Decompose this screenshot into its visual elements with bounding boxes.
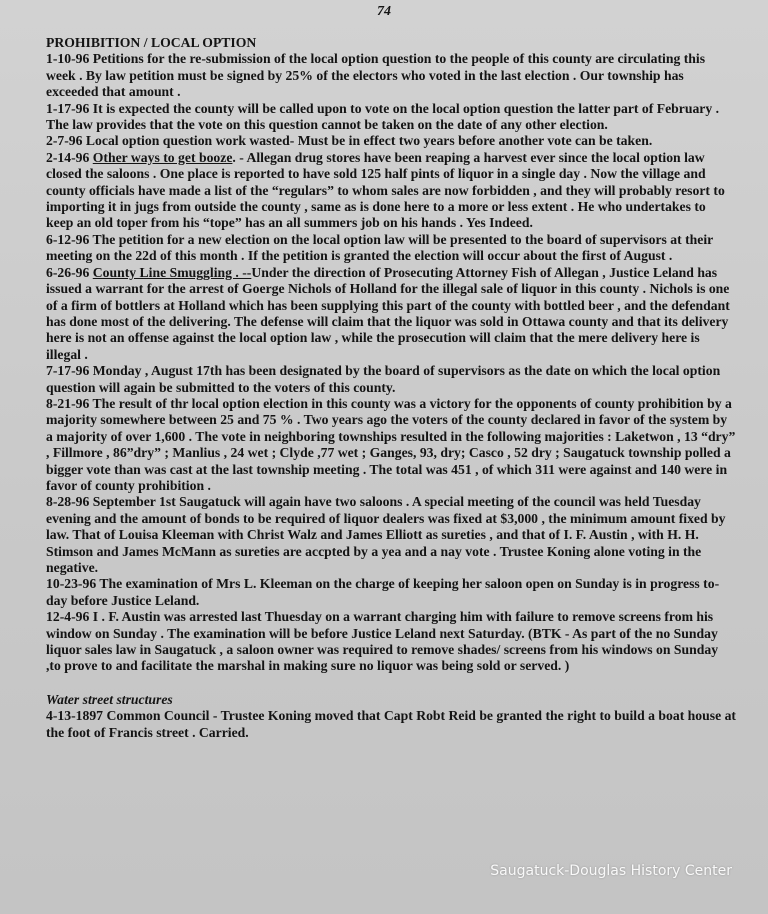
entry-4-13-1897: 4-13-1897 Common Council - Trustee Koning moved that Capt Robt Reid be granted the right to build a boat house at the foot of Francis street . Carried.: [46, 708, 736, 740]
entry-2-14-96: [46, 150, 736, 232]
page-number: 74: [377, 4, 391, 19]
entry-1-10-96: 1-10-96 Petitions for the re-submission of the local option question to the people of this county are circulating this week . By law petition must be signed by 25% of the electors who voted in the last election . Our township has exceeded that amount .: [46, 51, 706, 100]
entry-7-17-96: 7-17-96 Monday , August 17th has been designated by the board of supervisors as the date on which the local option question will again be submitted to the voters of this county.: [46, 363, 721, 395]
entry-1-17-96: 1-17-96 It is expected the county will be called upon to vote on the local option question the latter part of February . The law provides that the vote on this question cannot be taken on the date of any other election.: [46, 100, 720, 133]
entry-text: Under the direction of Prosecuting Attorney Fish of Allegan , Justice Leland has issued a warrant for the arrest of Goerge Nichols of Holland for the illegal sale of liquor in this county . Nichols is one of a firm of bottlers at Holland which has been supplying this part of the county with bottled beer , and the defendant has done most of the delivering. The defense will claim that the liquor was sold in Ottawa county and that its delivery here is not an offense against the local option law , while the prosecution will claim that the mere delivery here is illegal .: [46, 264, 730, 362]
entry-date: 2-14-96: [46, 149, 90, 165]
entry-8-21-96: 8-21-96 The result of thr local option election in this county was a victory for the opponents of county prohibition by a majority somewhere between 25 and 75 % . Two years ago the voters of the county declared in favor of the system by a majority of over 1,600 . The vote in neighboring townships resulted in the following majorities : Laketwon , 13 “dry” , Fillmore , 86”dry” ; Manlius , 24 wet ; Clyde ,77 wet ; Ganges, 93, dry; Casco , 52 dry ; Saugatuck township polled a bigger vote than was cast at the last township meeting . The total was 451 , of which 311 were against and 140 were in favor of county prohibition .: [46, 395, 736, 493]
entry-12-4-96: 12-4-96 I . F. Austin was arrested last Thuesday on a warrant charging him with failure to remove screens from his window on Sunday . The examination will be before Justice Leland next Saturday. (BTK - As part of the no Sunday liquor sales law in Saugatuck , a saloon owner was required to remove shades/ screens from his windows on Sunday ,to prove to and facilitate the marshal in making sure no liquor was being sold or served. ): [46, 609, 719, 674]
entry-6-26-96: [46, 265, 736, 363]
entry-10-23-96: 10-23-96 The examination of Mrs L. Kleeman on the charge of keeping her saloon open on Sunday is in progress to-day before Justice Leland.: [46, 576, 720, 608]
entry-6-12-96: 6-12-96 The petition for a new election on the local option law will be presented to the board of supervisors at their meeting on the 22d of this month . If the petition is granted the election will occur about the first of August .: [46, 231, 713, 264]
sub-heading: Water street structures: [46, 691, 173, 707]
entry-headline: Other ways to get booze: [92, 149, 233, 165]
section-title: PROHIBITION / LOCAL OPTION: [46, 35, 257, 50]
watermark: Saugatuck-Douglas History Center: [490, 863, 732, 879]
entry-headline: County Line Smuggling . --: [92, 264, 252, 280]
entry-text: . - Allegan drug stores have been reaping a harvest ever since the local option law closed the saloons . One place is reported to have sold 125 half pints of liquor in a single day . Now the village and county officials have made a list of the “regulars” to whom sales are now forbidden , and they will probably resort to importing it in jugs from outside the county , same as is done here to a more or less extent . He who undertakes to keep an old toper from his “tope” has an all summers job on his hands . Yes Indeed.: [46, 149, 725, 231]
entry-2-7-96: 2-7-96 Local option question work wasted- Must be in effect two years before another vote can be taken.: [46, 133, 653, 149]
document-body: [46, 35, 736, 741]
entry-8-28-96: 8-28-96 September 1st Saugatuck will again have two saloons . A special meeting of the council was held Tuesday evening and the amount of bonds to be required of liquor dealers was fixed at $3,000 , the minimum amount fixed by law. That of Louisa Kleeman with Christ Walz and James Elliott as sureties , and that of I. F. Austin , with H. H. Stimson and James McMann as sureties are accpted by a yea and a nay vote . Trustee Koning alone voting in the negative.: [46, 494, 726, 575]
entry-date: 6-26-96: [46, 264, 90, 280]
